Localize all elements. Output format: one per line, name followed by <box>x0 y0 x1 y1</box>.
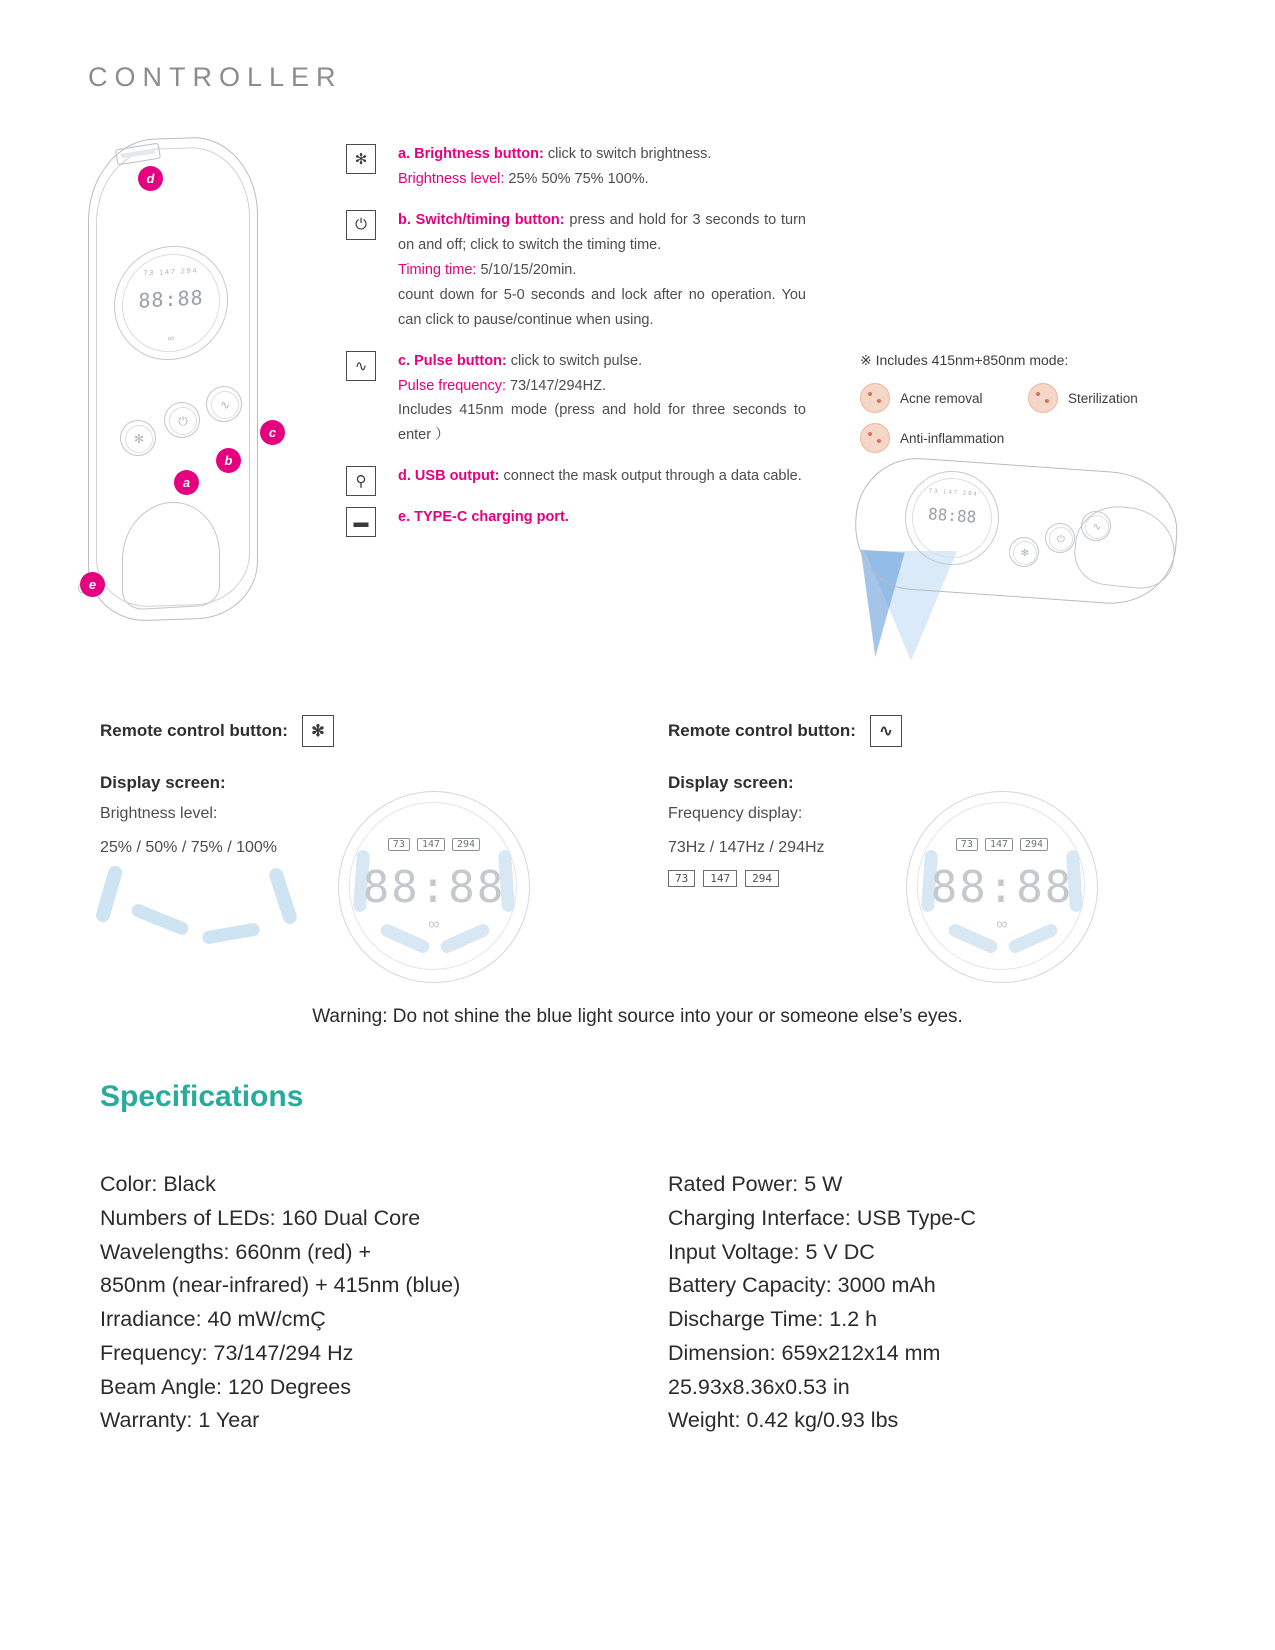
brightness-button-secondary[interactable] <box>1009 537 1039 567</box>
legend-text <box>398 464 806 489</box>
legend-item-typec-port <box>346 505 806 530</box>
arc-segment <box>267 866 298 925</box>
legend-item-usb-output <box>346 464 806 489</box>
specifications-title: Specifications <box>100 1080 304 1113</box>
display-screen-heading: Display screen: <box>100 773 226 792</box>
mode-label: Acne removal <box>900 390 983 406</box>
pulse-icon: ∿ <box>1085 515 1109 539</box>
spec-line: Dimension: 659x212x14 mm <box>668 1340 941 1365</box>
legend-letter: d. <box>398 468 411 485</box>
callout-a: a <box>174 470 199 495</box>
specifications-left-column <box>100 1168 630 1438</box>
usb-icon: ⚲ <box>346 466 376 496</box>
callout-d: d <box>138 166 163 191</box>
legend-list <box>346 142 806 546</box>
frequency-tag: 294 <box>745 870 779 887</box>
remote-control-label: Remote control button: <box>100 721 288 740</box>
display-digits: 88:88 <box>362 862 506 913</box>
legend-body: click to switch brightness. <box>543 146 712 162</box>
power-icon: ⏻ <box>169 407 197 435</box>
legend-item-switch-timing <box>346 208 806 333</box>
skin-dots-icon <box>860 383 890 413</box>
display-digits: 88:88 <box>930 862 1074 913</box>
legend-letter: a. <box>398 146 411 162</box>
display-screen-heading: Display screen: <box>668 773 794 792</box>
frequency-tag: 147 <box>985 838 1013 851</box>
display-frequency-tags: 73 147 294 <box>928 488 979 498</box>
pulse-icon: ∿ <box>211 391 239 419</box>
spec-line: Discharge Time: 1.2 h <box>668 1307 878 1331</box>
power-button-secondary[interactable] <box>1045 523 1075 553</box>
frequency-tag: 147 <box>417 838 445 851</box>
specifications-right-column <box>668 1168 1188 1438</box>
remote-control-heading <box>668 715 1228 747</box>
legend-body-2: 73/147/294HZ. <box>506 377 606 394</box>
brightness-arc-graphic <box>100 865 340 955</box>
remote-control-heading <box>100 715 660 747</box>
legend-text <box>398 142 806 192</box>
legend-body-2: 25% 50% 75% 100%. <box>504 170 649 187</box>
callout-e: e <box>80 572 105 597</box>
mode-label: Sterilization <box>1068 390 1138 406</box>
pulse-icon: ∿ <box>870 715 902 747</box>
spec-line: Beam Angle: 120 Degrees <box>100 1374 351 1399</box>
legend-item-brightness <box>346 142 806 192</box>
frequency-tag: 147 <box>703 870 737 887</box>
spec-line: Charging Interface: USB Type-C <box>668 1205 976 1230</box>
spec-line: 25.93x8.36x0.53 in <box>668 1374 850 1399</box>
display-frequency-tags <box>907 838 1097 851</box>
typec-icon: ▬ <box>346 507 376 537</box>
legend-body-2: 5/10/15/20min. <box>476 261 577 278</box>
pulse-icon: ∿ <box>346 351 376 381</box>
legend-letter: b. <box>398 211 411 228</box>
arc-segment <box>130 902 191 937</box>
spec-line: Irradiance: 40 mW/cmÇ <box>100 1307 326 1331</box>
spec-line: Input Voltage: 5 V DC <box>668 1239 875 1264</box>
brightness-button[interactable] <box>120 420 156 456</box>
legend-body: connect the mask output through a data cable. <box>499 468 802 485</box>
display-screen-graphic-brightness <box>338 791 530 983</box>
legend-term: Brightness button: <box>414 146 544 162</box>
power-button[interactable] <box>164 402 200 438</box>
legend-body: press and hold for 3 seconds to turn on and off; click to switch the timing time. <box>398 211 806 253</box>
legend-term: TYPE-C charging port. <box>414 509 569 526</box>
display-digits: 88:88 <box>927 504 977 527</box>
modes-grid <box>860 383 1190 453</box>
brightness-level-values: 25% / 50% / 75% / 100% <box>100 838 277 856</box>
brightness-icon: ✻ <box>302 715 334 747</box>
legend-text <box>398 349 806 449</box>
display-screen-graphic-pulse <box>906 791 1098 983</box>
legend-body-3: Includes 415nm mode (press and hold for three seconds to enter ） <box>398 402 806 444</box>
controller-illustration <box>70 130 320 650</box>
legend-item-pulse <box>346 349 806 449</box>
page-title: CONTROLLER <box>88 62 343 92</box>
legend-letter: e. <box>398 509 411 526</box>
display-digits: 88:88 <box>138 285 204 313</box>
spec-line: Wavelengths: 660nm (red) + <box>100 1239 372 1264</box>
spec-line: Numbers of LEDs: 160 Dual Core <box>100 1205 421 1230</box>
spec-line: Rated Power: 5 W <box>668 1172 843 1196</box>
legend-text <box>398 505 806 530</box>
spec-line: 850nm (near-infrared) + 415nm (blue) <box>100 1273 461 1298</box>
frequency-tag: 73 <box>388 838 410 851</box>
display-infinity-icon: ∞ <box>996 916 1008 933</box>
pulse-button-secondary[interactable] <box>1081 511 1111 541</box>
frequency-display-label: Frequency display: <box>668 805 803 822</box>
frequency-tag: 73 <box>956 838 978 851</box>
warning-text: Warning: Do not shine the blue light source into your or someone else’s eyes. <box>312 1006 963 1027</box>
legend-letter: c. <box>398 352 411 369</box>
legend-term: Pulse button: <box>414 352 507 369</box>
legend-term-2: Brightness level: <box>398 170 505 187</box>
frequency-tag: 294 <box>452 838 480 851</box>
spec-line: Battery Capacity: 3000 mAh <box>668 1273 936 1298</box>
mode-item <box>860 423 1010 453</box>
remote-control-label: Remote control button: <box>668 721 856 740</box>
modes-panel <box>860 352 1190 453</box>
legend-body-3: count down for 5-0 seconds and lock after no operation. You can click to pause/continue when using. <box>398 286 806 328</box>
skin-dots-icon <box>1028 383 1058 413</box>
controller-illustration-secondary <box>845 455 1185 670</box>
spec-line: Warranty: 1 Year <box>100 1408 260 1433</box>
arc-segment <box>201 922 260 945</box>
legend-body: click to switch pulse. <box>506 352 643 369</box>
display-infinity-icon: ∞ <box>167 332 175 344</box>
brightness-icon: ✻ <box>1013 541 1037 565</box>
display-frequency-tags <box>339 838 529 851</box>
mode-label: Anti-inflammation <box>900 430 1005 446</box>
pulse-button[interactable] <box>206 386 242 422</box>
remote-control-pulse-section <box>668 715 1228 933</box>
brightness-icon: ✻ <box>346 144 376 174</box>
frequency-tag: 294 <box>1020 838 1048 851</box>
power-icon: ⏻ <box>346 210 376 240</box>
display-frequency-tags: 73 147 294 <box>143 267 199 278</box>
spec-line: Weight: 0.42 kg/0.93 lbs <box>668 1408 899 1433</box>
callout-c: c <box>260 420 285 445</box>
legend-term-2: Pulse frequency: <box>398 377 507 394</box>
power-icon: ⏻ <box>1049 527 1073 551</box>
legend-term-2: Timing time: <box>398 261 477 278</box>
remote-control-brightness-section <box>100 715 660 933</box>
spec-line: Color: Black <box>100 1172 216 1196</box>
callout-b: b <box>216 448 241 473</box>
mode-item <box>860 383 1010 413</box>
frequency-display-values: 73Hz / 147Hz / 294Hz <box>668 838 825 856</box>
modes-title: ※ Includes 415nm+850nm mode: <box>860 352 1069 368</box>
display-infinity-icon: ∞ <box>428 916 440 933</box>
frequency-tag: 73 <box>668 870 695 887</box>
spec-line: Frequency: 73/147/294 Hz <box>100 1340 354 1365</box>
legend-text <box>398 208 806 333</box>
mode-item <box>1028 383 1178 413</box>
skin-dots-icon <box>860 423 890 453</box>
arc-segment <box>94 864 123 924</box>
legend-term: USB output: <box>414 468 500 485</box>
brightness-level-label: Brightness level: <box>100 805 218 822</box>
legend-term: Switch/timing button: <box>415 211 565 228</box>
brightness-icon: ✻ <box>125 425 153 453</box>
